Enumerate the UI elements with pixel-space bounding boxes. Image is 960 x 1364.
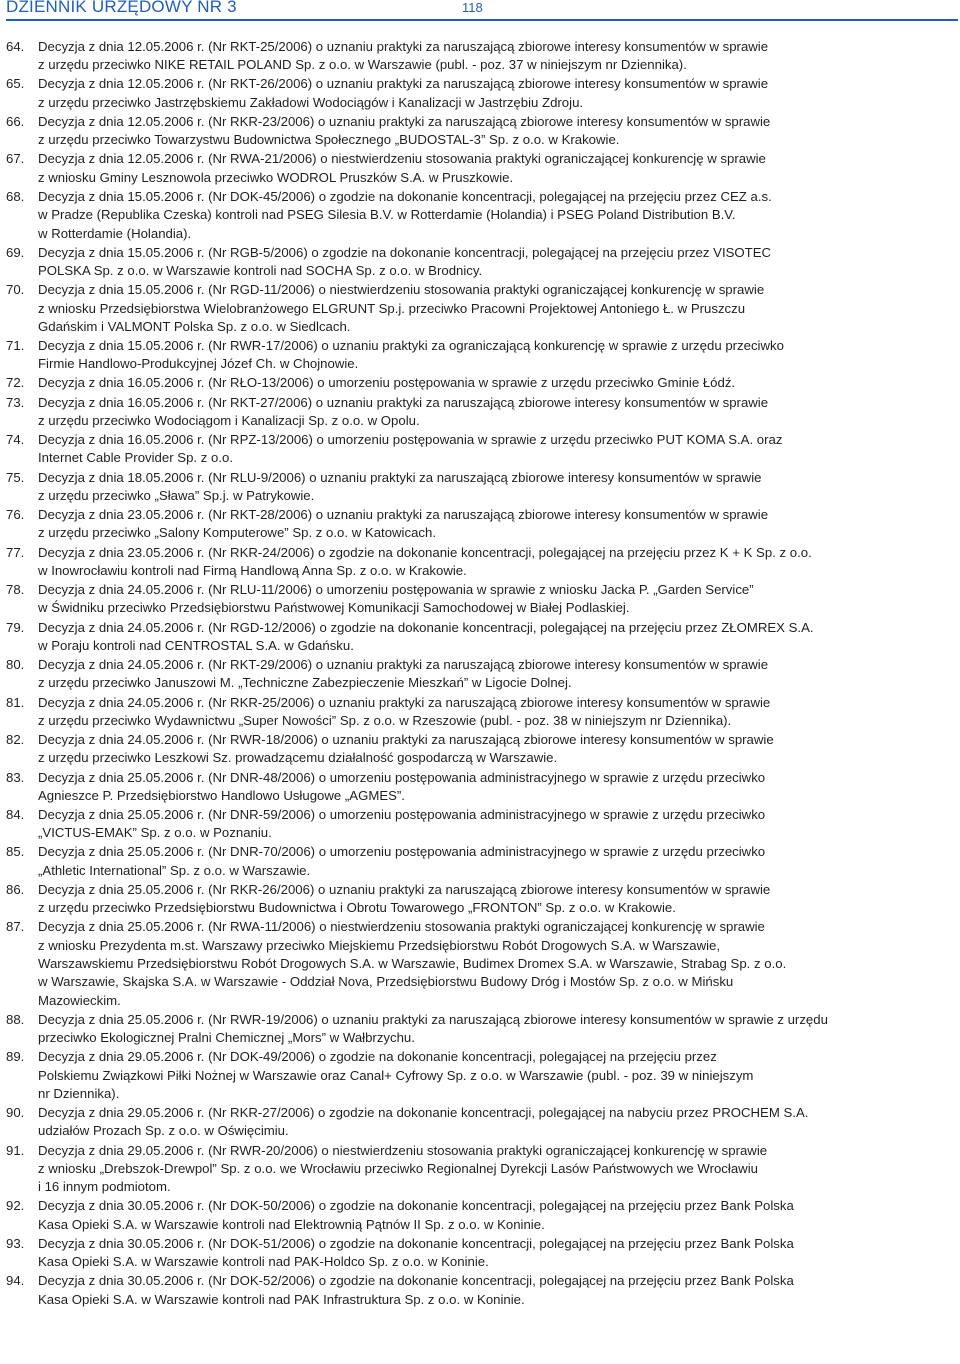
entry-text: Decyzja z dnia 15.05.2006 r. (Nr DOK-45/2006) o zgodzie na dokonanie koncentracji, polegającej na przejęciu przez CEZ a.s. w Pradze (Republika Czeska) kontroli nad PSEG Silesia B.V. w Rotterdamie (Holandia) i PSEG Poland Distribution B.V. w Rotterdamie (Holandia). (38, 188, 772, 241)
entry-number: 88. (6, 1011, 25, 1027)
entry-number: 67. (6, 151, 25, 167)
entry-number: 76. (6, 507, 25, 523)
entry-number: 66. (6, 113, 25, 129)
entry-number: 89. (6, 1049, 25, 1065)
entry-number: 72. (6, 375, 25, 391)
decision-entry (6, 38, 958, 75)
decision-entry (6, 1142, 958, 1197)
page-header (6, 0, 956, 22)
decision-entry (6, 656, 958, 693)
entry-text: Decyzja z dnia 30.05.2006 r. (Nr DOK-52/2006) o zgodzie na dokonanie koncentracji, polegającej na przejęciu przez Bank Polska Kasa Opieki S.A. w Warszawie kontroli nad PAK Infrastruktura Sp. z o.o. w Koninie. (38, 1273, 794, 1307)
entry-text: Decyzja z dnia 15.05.2006 r. (Nr RWR-17/2006) o uznaniu praktyki za ograniczającą konkurencję w sprawie z urzędu przeciwko Firmie Handlowo-Produkcyjnej Józef Ch. w Chojnowie. (38, 337, 784, 372)
decision-entry (6, 188, 958, 243)
entry-number: 64. (6, 39, 25, 54)
decision-entry (6, 1048, 958, 1103)
decision-entry (6, 619, 958, 656)
entry-text: Decyzja z dnia 15.05.2006 r. (Nr RGB-5/2006) o zgodzie na dokonanie koncentracji, polegającej na przejęciu przez VISOTEC POLSKA Sp. z o.o. w Warszawie kontroli nad SOCHA Sp. z o.o. w Brodnicy. (38, 244, 772, 279)
header-divider (6, 19, 958, 21)
entry-text: Decyzja z dnia 24.05.2006 r. (Nr RLU-11/2006) o umorzeniu postępowania w sprawie z wniosku Jacka P. „Garden Service” w Świdniku przeciwko Przedsiębiorstwu Państwowej Komunikacji Samochodowej w Białej Podlaskiej. (38, 582, 754, 616)
decision-entry (6, 694, 958, 731)
entry-text: Decyzja z dnia 23.05.2006 r. (Nr RKT-28/2006) o uznaniu praktyki za naruszającą zbiorowe interesy konsumentów w sprawie z urzędu przeciwko „Salony Komputerowe” Sp. z o.o. w Katowicach. (38, 507, 769, 541)
decision-entry (6, 150, 958, 187)
decision-entry (6, 374, 958, 392)
entry-number: 84. (6, 806, 25, 822)
entry-text: Decyzja z dnia 18.05.2006 r. (Nr RLU-9/2006) o uznaniu praktyki za naruszającą zbiorowe interesy konsumentów w sprawie z urzędu przeciwko „Sława” Sp.j. w Patrykowie. (38, 469, 762, 503)
decision-entry (6, 506, 958, 543)
entry-text: Decyzja z dnia 23.05.2006 r. (Nr RKR-24/2006) o zgodzie na dokonanie koncentracji, polegającej na przejęciu przez K + K Sp. z o.o. w Inowrocławiu kontroli nad Firmą Handlową Anna Sp. z o.o. w Krakowie. (38, 544, 812, 578)
entry-number: 85. (6, 844, 25, 860)
entry-number: 78. (6, 582, 25, 598)
entry-number: 69. (6, 244, 25, 260)
entry-text: Decyzja z dnia 12.05.2006 r. (Nr RKR-23/2006) o uznaniu praktyki za naruszającą zbiorowe interesy konsumentów w sprawie z urzędu przeciwko Towarzystwu Budownictwa Społecznego „BUDOSTAL-3” Sp. z o.o. w Krakowie. (38, 113, 771, 148)
entry-text: Decyzja z dnia 12.05.2006 r. (Nr RKT-26/2006) o uznaniu praktyki za naruszającą zbiorowe interesy konsumentów w sprawie z urzędu przeciwko Jastrzębskiemu Zakładowi Wodociągów i Kanalizacji w Jastrzębiu Zdroju. (38, 76, 769, 110)
entry-number: 80. (6, 657, 25, 673)
decision-entry (6, 731, 958, 768)
entry-number: 94. (6, 1273, 25, 1289)
entry-number: 83. (6, 769, 25, 785)
decision-entry (6, 1104, 958, 1141)
entry-number: 77. (6, 544, 25, 560)
entry-number: 65. (6, 76, 25, 92)
decision-entry (6, 769, 958, 806)
decision-entry (6, 881, 958, 918)
entry-number: 86. (6, 881, 25, 897)
decision-entry (6, 544, 958, 581)
decision-list (6, 38, 958, 1310)
decision-entry (6, 244, 958, 281)
entry-number: 74. (6, 432, 25, 448)
decision-entry (6, 281, 958, 336)
journal-title: DZIENNIK URZĘDOWY NR 3 (6, 0, 237, 16)
entry-text: Decyzja z dnia 25.05.2006 r. (Nr DNR-48/2006) o umorzeniu postępowania administracyjnego w sprawie z urzędu przeciwko Agnieszce P. Przedsiębiorstwo Handlowo Usługowe „AGMES”. (38, 769, 766, 803)
entry-text: Decyzja z dnia 30.05.2006 r. (Nr DOK-51/2006) o zgodzie na dokonanie koncentracji, polegającej na przejęciu przez Bank Polska Kasa Opieki S.A. w Warszawie kontroli nad PAK-Holdco Sp. z o.o. w Koninie. (38, 1235, 794, 1270)
decision-entry (6, 469, 958, 506)
entry-number: 81. (6, 694, 25, 710)
entry-text: Decyzja z dnia 16.05.2006 r. (Nr RKT-27/2006) o uznaniu praktyki za naruszającą zbiorowe interesy konsumentów w sprawie z urzędu przeciwko Wodociągom i Kanalizacji Sp. z o.o. w Opolu. (38, 394, 769, 428)
entry-text: Decyzja z dnia 30.05.2006 r. (Nr DOK-50/2006) o zgodzie na dokonanie koncentracji, polegającej na przejęciu przez Bank Polska Kasa Opieki S.A. w Warszawie kontroli nad Elektrownią Pątnów II Sp. z o.o. w Koninie. (38, 1198, 794, 1232)
entry-number: 71. (6, 337, 25, 353)
entry-text: Decyzja z dnia 16.05.2006 r. (Nr RŁO-13/2006) o umorzeniu postępowania w sprawie z urzędu przeciwko Gminie Łódź. (38, 375, 736, 391)
entry-text: Decyzja z dnia 24.05.2006 r. (Nr RKR-25/2006) o uznaniu praktyki za naruszającą zbiorowe interesy konsumentów w sprawie z urzędu przeciwko Wydawnictwu „Super Nowości” Sp. z o.o. w Rzeszowie (publ. - poz. 38 w niniejszym nr Dziennika). (38, 694, 771, 728)
decision-entry (6, 75, 958, 112)
entry-text: Decyzja z dnia 15.05.2006 r. (Nr RGD-11/2006) o niestwierdzeniu stosowania praktyki ograniczającej konkurencję w sprawie z wniosku Przedsiębiorstwa Wielobranżowego ELGRUNT Sp.j. przeciwko Pracowni Projektowej Antoniego Ł. w Pruszczu Gdańskim i VALMONT Polska Sp. z o.o. w Siedlcach. (38, 282, 765, 334)
entry-number: 82. (6, 732, 25, 748)
decision-entry (6, 337, 958, 374)
entry-text: Decyzja z dnia 24.05.2006 r. (Nr RGD-12/2006) o zgodzie na dokonanie koncentracji, polegającej na przejęciu przez ZŁOMREX S.A. w Poraju kontroli nad CENTROSTAL S.A. w Gdańsku. (38, 619, 814, 653)
entry-number: 79. (6, 619, 25, 635)
entry-text: Decyzja z dnia 12.05.2006 r. (Nr RWA-21/2006) o niestwierdzeniu stosowania praktyki ograniczającej konkurencję w sprawie z wniosku Gminy Lesznowola przeciwko WODROL Pruszków S.A. w Pruszkowie. (38, 151, 766, 185)
entry-text: Decyzja z dnia 25.05.2006 r. (Nr DNR-59/2006) o umorzeniu postępowania administracyjnego w sprawie z urzędu przeciwko „VICTUS-EMAK” Sp. z o.o. w Poznaniu. (38, 806, 766, 841)
entry-text: Decyzja z dnia 24.05.2006 r. (Nr RKT-29/2006) o uznaniu praktyki za naruszającą zbiorowe interesy konsumentów w sprawie z urzędu przeciwko Januszowi M. „Techniczne Zabezpieczenie Mieszkań” w Ligocie Dolnej. (38, 657, 769, 691)
decision-entry (6, 1197, 958, 1234)
entry-number: 70. (6, 282, 25, 298)
decision-entry (6, 431, 958, 468)
entry-number: 92. (6, 1198, 25, 1214)
entry-text: Decyzja z dnia 16.05.2006 r. (Nr RPZ-13/2006) o umorzeniu postępowania w sprawie z urzędu przeciwko PUT KOMA S.A. oraz Internet Cable Provider Sp. z o.o. (38, 432, 783, 466)
decision-entry (6, 581, 958, 618)
page-number: 118 (462, 0, 483, 15)
decision-entry (6, 918, 958, 1009)
decision-entry (6, 1235, 958, 1272)
entry-number: 68. (6, 188, 25, 204)
entry-number: 87. (6, 919, 25, 935)
entry-text: Decyzja z dnia 29.05.2006 r. (Nr DOK-49/2006) o zgodzie na dokonanie koncentracji, polegającej na przejęciu przez Polskiemu Związkowi Piłki Nożnej w Warszawie oraz Canal+ Cyfrowy Sp. z o.o. w Warszawie (publ. - poz. 39 w niniejszym nr Dziennika). (38, 1049, 754, 1101)
entry-text: Decyzja z dnia 29.05.2006 r. (Nr RKR-27/2006) o zgodzie na dokonanie koncentracji, polegającej na nabyciu przez PROCHEM S.A. udziałów Prozach Sp. z o.o. w Oświęcimiu. (38, 1105, 809, 1139)
entry-number: 75. (6, 469, 25, 485)
entry-number: 91. (6, 1142, 25, 1158)
decision-entry (6, 113, 958, 150)
decision-entry (6, 843, 958, 880)
entry-text: Decyzja z dnia 29.05.2006 r. (Nr RWR-20/2006) o niestwierdzeniu stosowania praktyki ograniczającej konkurencję w sprawie z wniosku „Drebszok-Drewpol” Sp. z o.o. we Wrocławiu przeciwko Regionalnej Dyrekcji Lasów Państwowych we Wrocławiu i 16 innym podmiotom. (38, 1142, 768, 1195)
decision-entry (6, 1011, 958, 1048)
decision-entry (6, 1272, 958, 1309)
decision-entry (6, 394, 958, 431)
entry-text: Decyzja z dnia 25.05.2006 r. (Nr RWR-19/2006) o uznaniu praktyki za naruszającą zbiorowe interesy konsumentów w sprawie z urzędu przeciwko Ekologicznej Pralni Chemicznej „Mors” w Wałbrzychu. (38, 1011, 828, 1046)
entry-number: 93. (6, 1235, 25, 1251)
entry-text: Decyzja z dnia 25.05.2006 r. (Nr RKR-26/2006) o uznaniu praktyki za naruszającą zbiorowe interesy konsumentów w sprawie z urzędu przeciwko Przedsiębiorstwu Budownictwa i Obrotu Towarowego „FRONTON” Sp. z o.o. w Krakowie. (38, 881, 771, 916)
entry-text: Decyzja z dnia 25.05.2006 r. (Nr RWA-11/2006) o niestwierdzeniu stosowania praktyki ograniczającej konkurencję w sprawie z wniosku Prezydenta m.st. Warszawy przeciwko Miejskiemu Przedsiębiorstwu Robót Drogowych S.A. w Warszawie, Warszawskiemu Przedsiębiorstwu Robót Drogowych S.A. w Warszawie, Budimex Dromex S.A. w Warszawie, Strabag Sp. z o.o. w Warszawie, Skajska S.A. w Warszawie - Oddział Nova, Przedsiębiorstwu Budowy Dróg i Mostów Sp. z o.o. w Mińsku Mazowieckim. (38, 919, 787, 1008)
entry-text: Decyzja z dnia 24.05.2006 r. (Nr RWR-18/2006) o uznaniu praktyki za naruszającą zbiorowe interesy konsumentów w sprawie z urzędu przeciwko Leszkowi Sz. prowadzącemu działalność gospodarczą w Warszawie. (38, 732, 774, 766)
entry-text: Decyzja z dnia 25.05.2006 r. (Nr DNR-70/2006) o umorzeniu postępowania administracyjnego w sprawie z urzędu przeciwko „Athletic International” Sp. z o.o. w Warszawie. (38, 844, 766, 878)
entry-number: 73. (6, 394, 25, 410)
entry-number: 90. (6, 1105, 25, 1121)
entry-text: Decyzja z dnia 12.05.2006 r. (Nr RKT-25/2006) o uznaniu praktyki za naruszającą zbiorowe interesy konsumentów w sprawie z urzędu przeciwko NIKE RETAIL POLAND Sp. z o.o. w Warszawie (publ. - poz. 37 w niniejszym nr Dziennika). (38, 39, 769, 73)
decision-entry (6, 806, 958, 843)
